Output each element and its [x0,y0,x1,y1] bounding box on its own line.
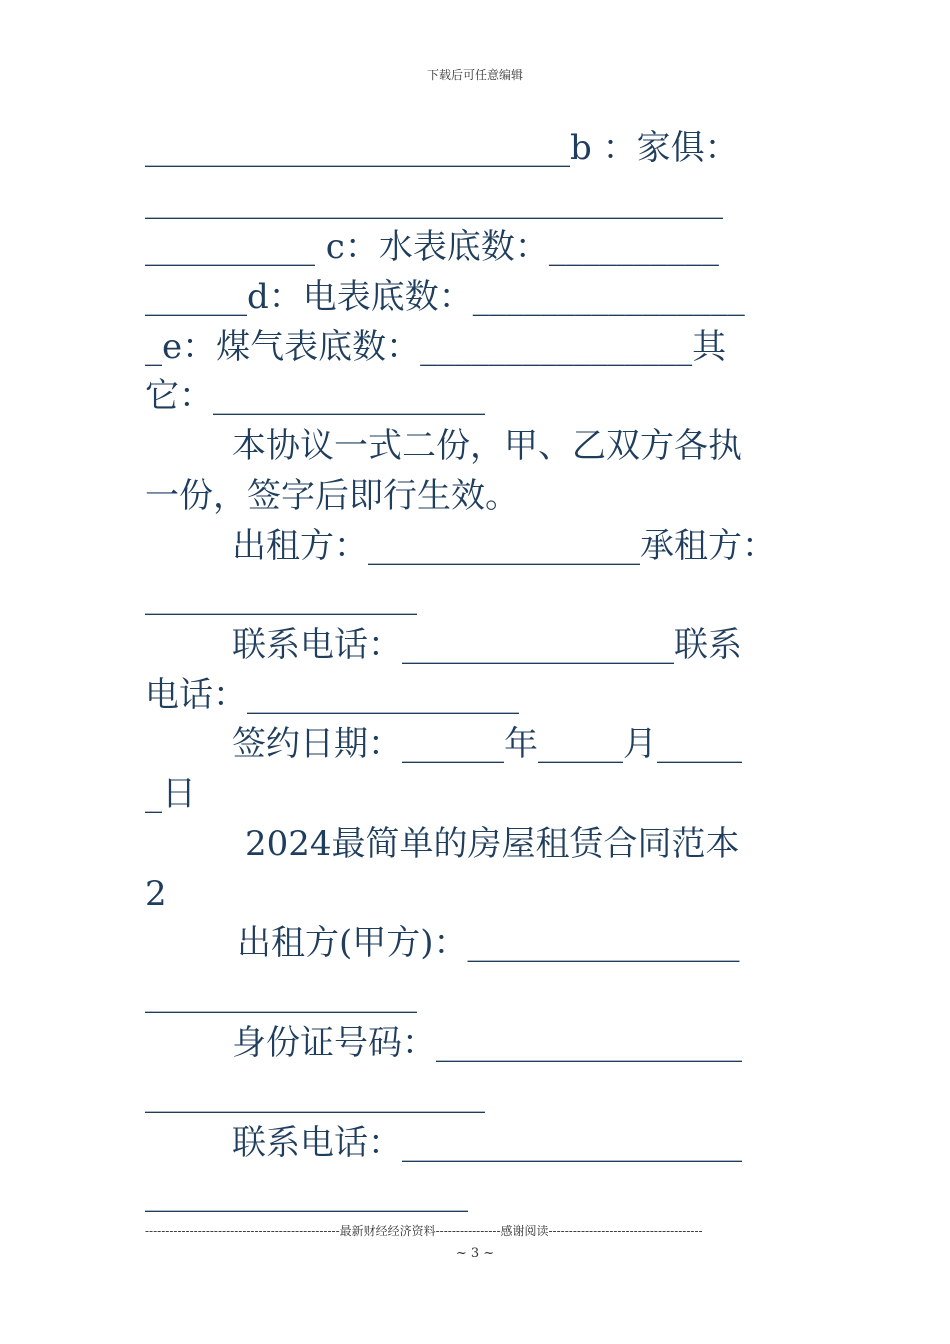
paragraph-line: 联系电话：____________________ [232,1123,742,1163]
paragraph-line: 签约日期：______年_____月_____ [232,724,742,764]
body-line: ________________ [145,576,417,616]
paragraph-line: 联系电话：________________联系 [232,625,742,665]
paragraph-line: 身份证号码：__________________ [232,1023,742,1063]
body-line: ________________ [145,974,417,1014]
body-line: __________________________________ [145,180,723,220]
paragraph-line: 出租方：________________承租方： [232,526,776,566]
paragraph-line: 本协议一式二份，甲、乙双方各执 [232,426,742,466]
page-header: 下载后可任意编辑 [426,68,523,82]
section-title: 2024最简单的房屋租赁合同范本 [245,824,740,864]
body-line: _日 [145,774,196,814]
body-line: _e：煤气表底数：________________其 [145,327,727,367]
section-title-continued: 2 [145,874,167,914]
body-line: ___________________ [145,1173,468,1213]
body-line: ______d：电表底数：________________ [145,277,745,317]
body-line: 电话：________________ [145,675,519,715]
page-footer: ------------------------------------------------最新财经经济资料----------------感谢阅读-------------------------------------- [145,1224,703,1238]
body-line: _________________________b ：家俱： [145,128,739,168]
body-line: 它：________________ [145,376,485,416]
body-line: ____________________ [145,1074,485,1114]
page-number: ~ 3 ~ [455,1246,495,1261]
body-line: __________ c：水表底数：__________ [145,227,719,267]
paragraph-line: 出租方(甲方)：________________ [237,923,740,963]
body-line: 一份，签字后即行生效。 [145,476,519,516]
